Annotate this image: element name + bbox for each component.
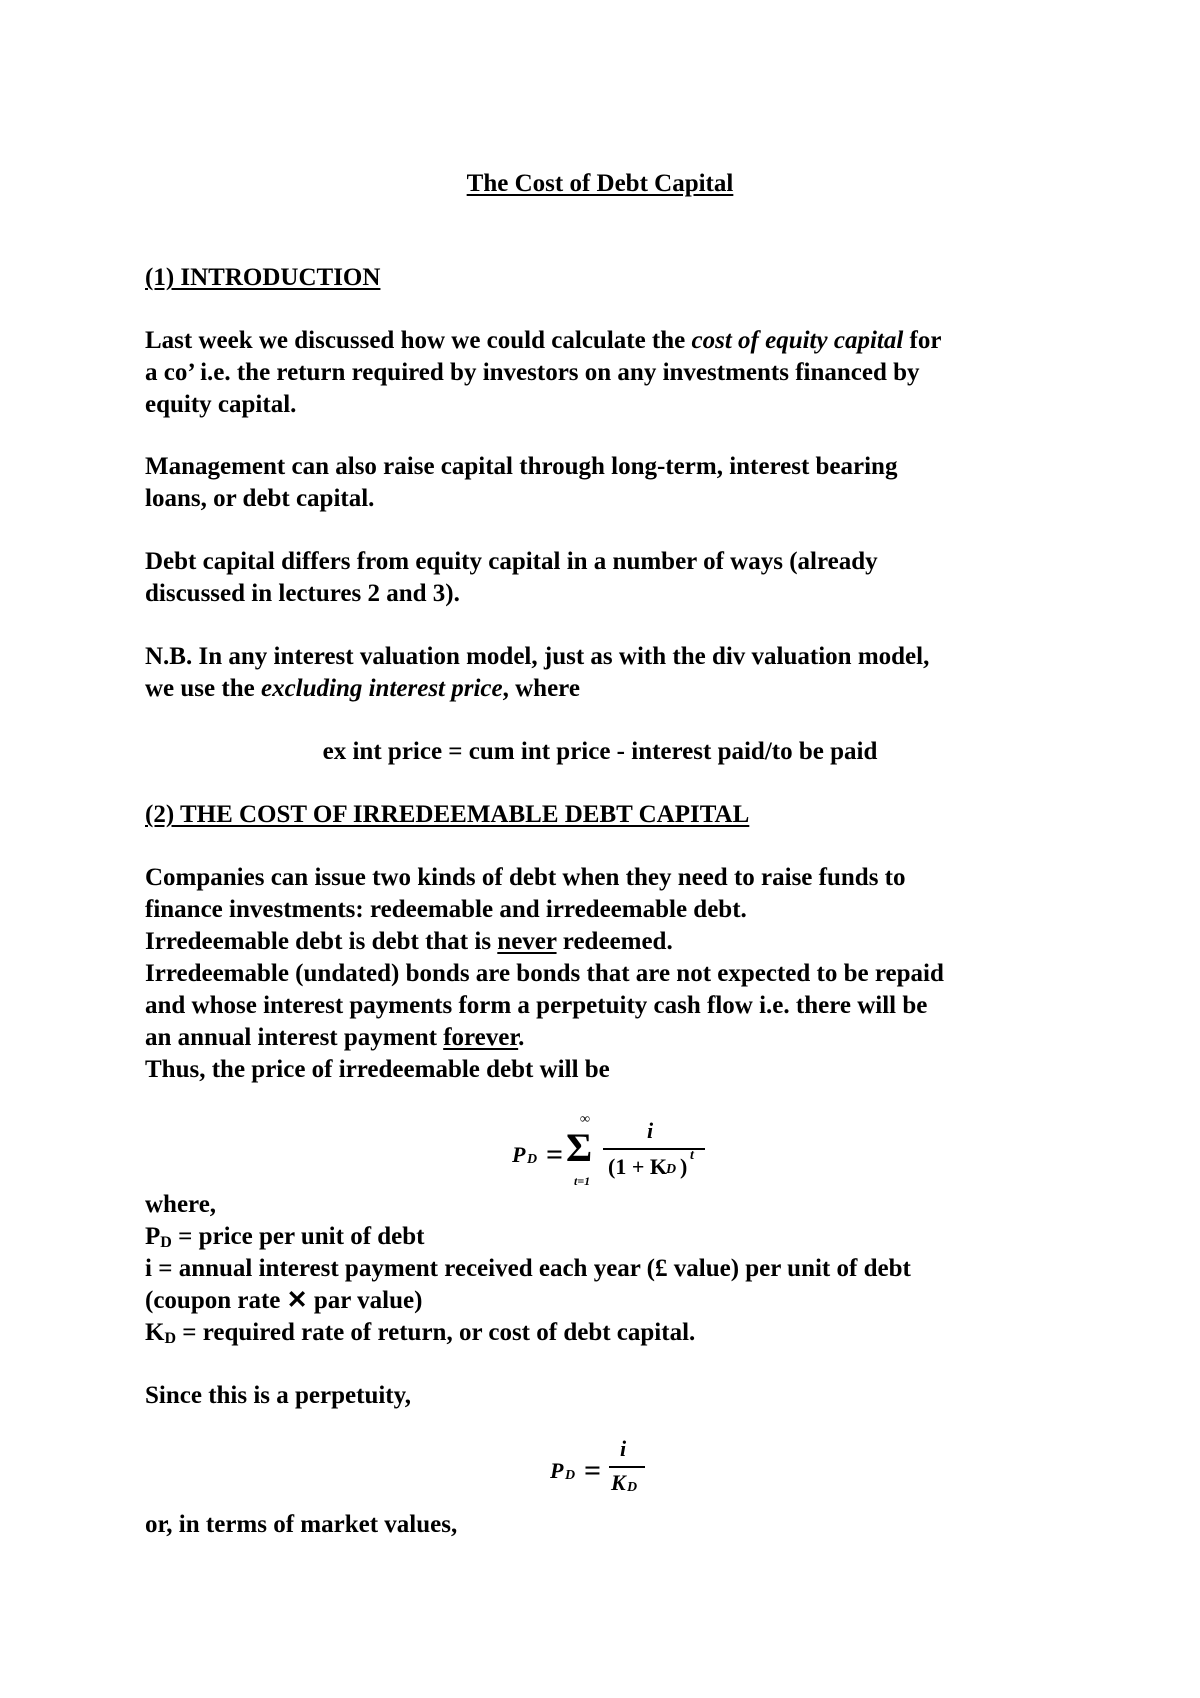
paragraph-line: an annual interest payment forever.	[145, 1024, 525, 1051]
paragraph-line: Companies can issue two kinds of debt when they need to raise funds to	[145, 864, 906, 891]
summation-formula: P D = Σ ∞ t=1 i (1 + K D ) t	[510, 1118, 710, 1198]
underlined-word: never	[497, 928, 557, 955]
paragraph-line: we use the excluding interest price, where	[145, 675, 580, 702]
paragraph-line: Last week we discussed how we could calculate the cost of equity capital for	[145, 327, 942, 354]
paragraph-line: Since this is a perpetuity,	[145, 1382, 411, 1409]
paragraph-line: discussed in lectures 2 and 3).	[145, 580, 460, 607]
paragraph-line: Irredeemable debt is debt that is never redeemed.	[145, 928, 673, 955]
paragraph-line: where,	[145, 1191, 217, 1218]
section-2-heading: (2) THE COST OF IRREDEEMABLE DEBT CAPITAL	[145, 801, 750, 828]
sigma-symbol: Σ	[566, 1125, 593, 1170]
paragraph-line: Debt capital differs from equity capital in a number of ways (already	[145, 548, 878, 575]
paragraph-line: and whose interest payments form a perpetuity cash flow i.e. there will be	[145, 992, 928, 1019]
paragraph-line: Thus, the price of irredeemable debt will be	[145, 1056, 610, 1083]
paragraph-line: N.B. In any interest valuation model, just as with the div valuation model,	[145, 643, 930, 670]
emphasis-text: cost of equity capital	[691, 327, 904, 354]
paragraph-line: or, in terms of market values,	[145, 1511, 458, 1538]
paragraph-line: equity capital.	[145, 391, 297, 418]
paragraph-line: a co’ i.e. the return required by investors on any investments financed by	[145, 359, 920, 386]
fraction-bar	[609, 1466, 645, 1468]
definition-line: KD = required rate of return, or cost of debt capital.	[145, 1319, 696, 1347]
paragraph-line: Irredeemable (undated) bonds are bonds that are not expected to be repaid	[145, 960, 944, 987]
section-1-heading: (1) INTRODUCTION	[145, 264, 381, 291]
underlined-word: forever	[443, 1024, 519, 1051]
definition-line: PD = price per unit of debt	[145, 1223, 425, 1251]
definition-line: i = annual interest payment received each year (£ value) per unit of debt	[145, 1255, 911, 1282]
paragraph-line: Management can also raise capital through long-term, interest bearing	[145, 453, 898, 480]
perpetuity-formula: P D = i K D	[550, 1440, 670, 1510]
equation-text: ex int price = cum int price - interest paid/to be paid	[322, 738, 878, 765]
paragraph-line: finance investments: redeemable and irredeemable debt.	[145, 896, 747, 923]
definition-line: (coupon rate ✕ par value)	[145, 1287, 423, 1314]
page-title: The Cost of Debt Capital	[466, 170, 734, 197]
paragraph-line: loans, or debt capital.	[145, 485, 375, 512]
emphasis-text: excluding interest price	[260, 675, 503, 702]
